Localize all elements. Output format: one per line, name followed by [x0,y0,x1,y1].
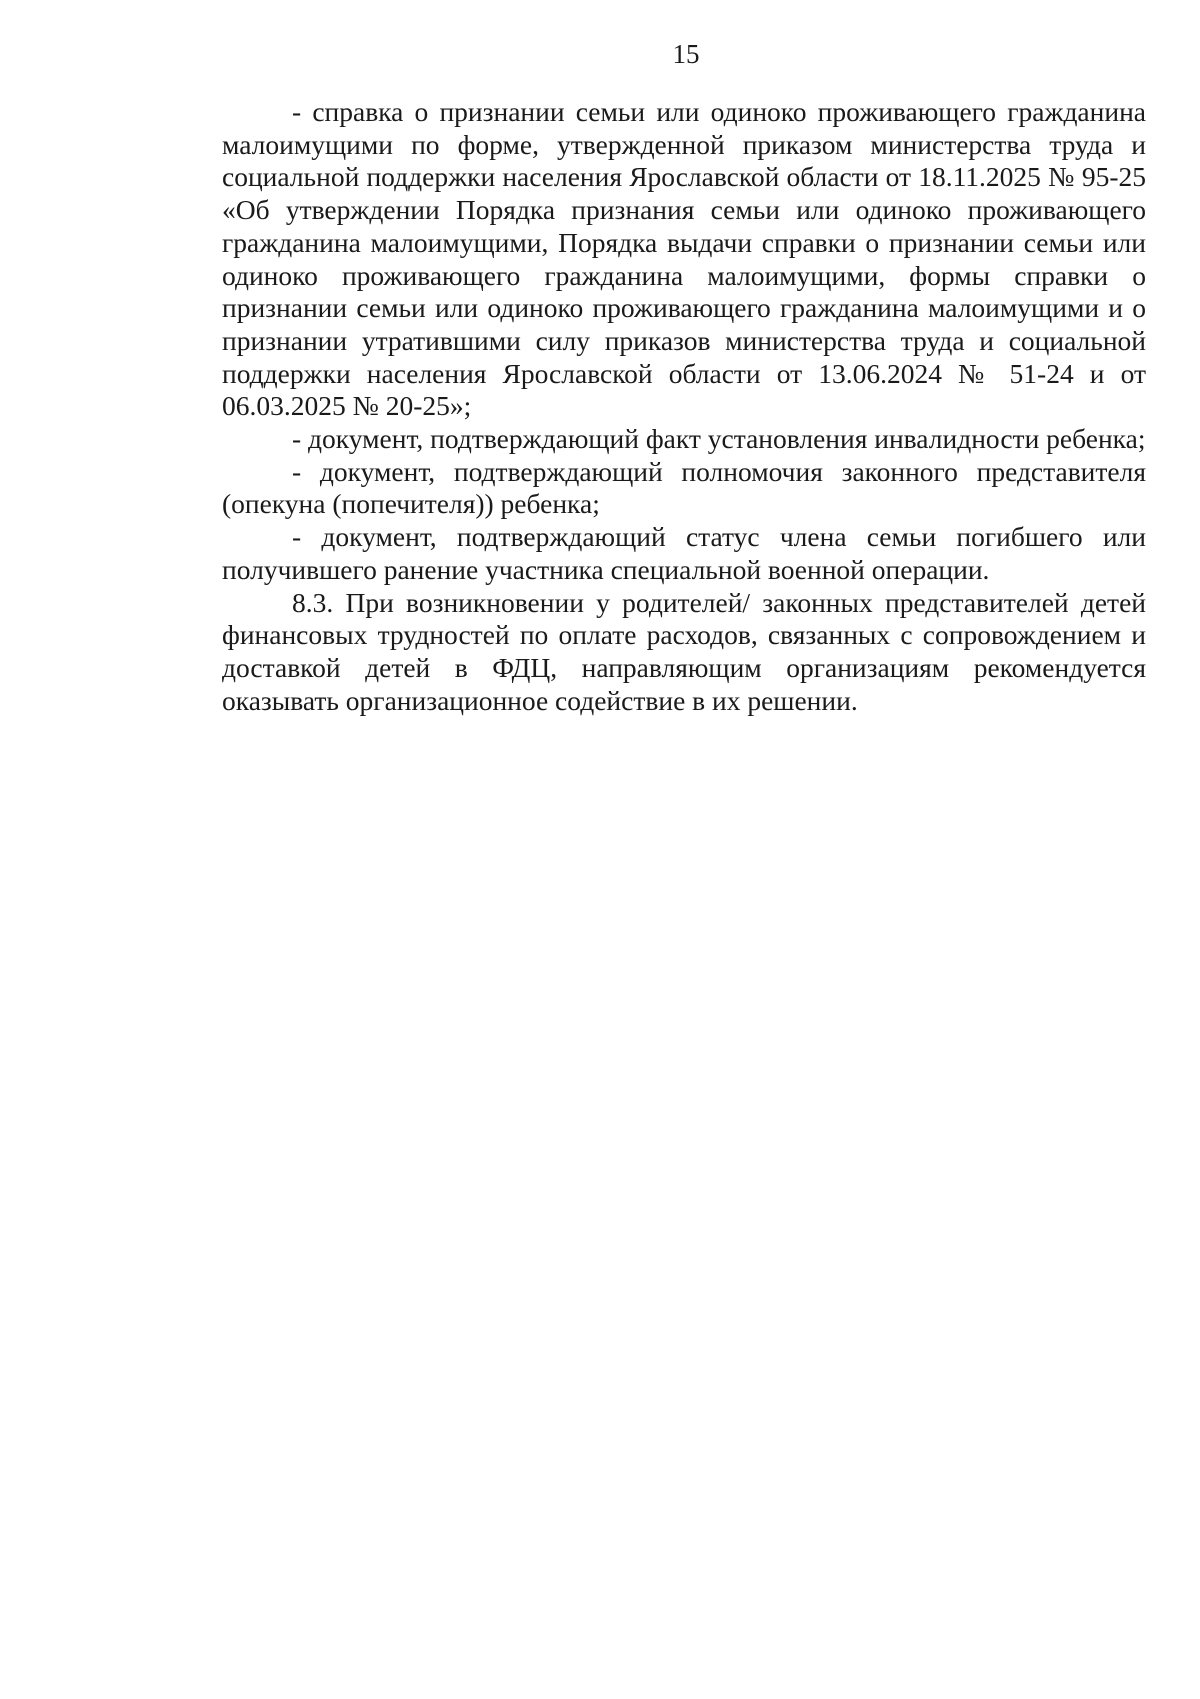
paragraph-section-8-3: 8.3. При возникновении у родителей/ законных представителей детей финансовых трудностей по оплате расходов, связанных с сопровождением и доставкой детей в ФДЦ, направляющим организациям рекомендуется оказывать организационное содействие в их решении. [222,586,1146,716]
page-number: 15 [672,39,700,69]
document-body [222,96,1146,717]
paragraph-disability-document: - документ, подтверждающий факт установления инвалидности ребенка; [292,423,1146,455]
paragraph-svo-family-document: - документ, подтверждающий статус члена семьи погибшего или получившего ранение участника специальной военной операции. [222,521,1146,585]
paragraph-certificate-low-income: - справка о признании семьи или одиноко проживающего гражданина малоимущими по форме, утвержденной приказом министерства труда и социальной поддержки населения Ярославской области от 18.11.2025 № 95-25 «Об утверждении Порядка признания семьи или одиноко проживающего гражданина малоимущими, Порядка выдачи справки о признании семьи или одиноко проживающего гражданина малоимущими, формы справки о признании семьи или одиноко проживающего гражданина малоимущими и о признании утратившими силу приказов министерства труда и социальной поддержки населения Ярославской области от 13.06.2024 № 51-24 и от 06.03.2025 № 20-25»; [222,96,1146,422]
paragraph-guardian-document: - документ, подтверждающий полномочия законного представителя (опекуна (попечителя)) ребенка; [222,455,1146,520]
